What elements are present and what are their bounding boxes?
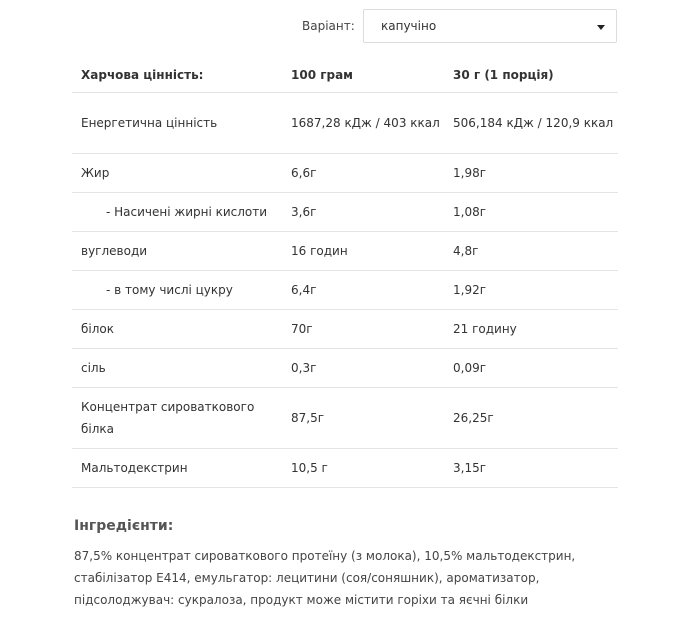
- nutrient-name: Мальтодекстрин: [72, 449, 282, 488]
- value-per-100g: 6,4г: [282, 271, 444, 310]
- table-row: [72, 93, 618, 154]
- nutrient-name: Концентрат сироваткового білка: [72, 388, 282, 449]
- value-per-100g: 0,3г: [282, 349, 444, 388]
- variant-selector: [0, 9, 680, 45]
- nutrient-name: вуглеводи: [72, 232, 282, 271]
- table-row: [72, 310, 618, 349]
- nutrition-header-row: [72, 58, 618, 93]
- table-row: [72, 349, 618, 388]
- table-row: [72, 193, 618, 232]
- value-per-100g: 3,6г: [282, 193, 444, 232]
- table-row: [72, 271, 618, 310]
- nutrient-name: білок: [72, 310, 282, 349]
- table-row: [72, 449, 618, 488]
- value-per-100g: 6,6г: [282, 154, 444, 193]
- value-per-serving: 0,09г: [444, 349, 618, 388]
- table-row: [72, 232, 618, 271]
- nutrient-name: сіль: [72, 349, 282, 388]
- nutrient-name: - в тому числі цукру: [72, 271, 282, 310]
- table-row: [72, 388, 618, 449]
- caret-down-icon: [597, 25, 605, 30]
- value-per-100g: 1687,28 кДж / 403 ккал: [282, 93, 444, 154]
- value-per-serving: 26,25г: [444, 388, 618, 449]
- variant-selected-value: капучіно: [381, 19, 437, 33]
- nutrition-table: [72, 58, 618, 488]
- nutrient-name: Жир: [72, 154, 282, 193]
- value-per-serving: 21 годину: [444, 310, 618, 349]
- value-per-100g: 70г: [282, 310, 444, 349]
- value-per-serving: 1,08г: [444, 193, 618, 232]
- nutrient-name: - Насичені жирні кислоти: [72, 193, 282, 232]
- table-row: [72, 154, 618, 193]
- value-per-serving: 1,92г: [444, 271, 618, 310]
- nutrient-name: Енергетична цінність: [72, 93, 282, 154]
- header-nutrition-value: Харчова цінність:: [72, 58, 282, 93]
- header-per-100g: 100 грам: [282, 58, 444, 93]
- value-per-100g: 16 годин: [282, 232, 444, 271]
- value-per-serving: 4,8г: [444, 232, 618, 271]
- value-per-serving: 3,15г: [444, 449, 618, 488]
- ingredients-text: 87,5% концентрат сироваткового протеїну (з молока), 10,5% мальтодекстрин, стабілізатор E414, емульгатор: лецитини (соя/соняшник), ароматизатор, підсолоджувач: сукралоза, продукт може містити горіхи та яєчні білки: [74, 549, 576, 607]
- value-per-100g: 10,5 г: [282, 449, 444, 488]
- variant-dropdown[interactable]: [363, 9, 617, 43]
- value-per-serving: 506,184 кДж / 120,9 ккал: [444, 93, 618, 154]
- value-per-serving: 1,98г: [444, 154, 618, 193]
- header-per-serving: 30 г (1 порція): [444, 58, 618, 93]
- ingredients-title: Інгредієнти:: [74, 518, 174, 534]
- value-per-100g: 87,5г: [282, 388, 444, 449]
- variant-label: Варіант:: [302, 19, 355, 33]
